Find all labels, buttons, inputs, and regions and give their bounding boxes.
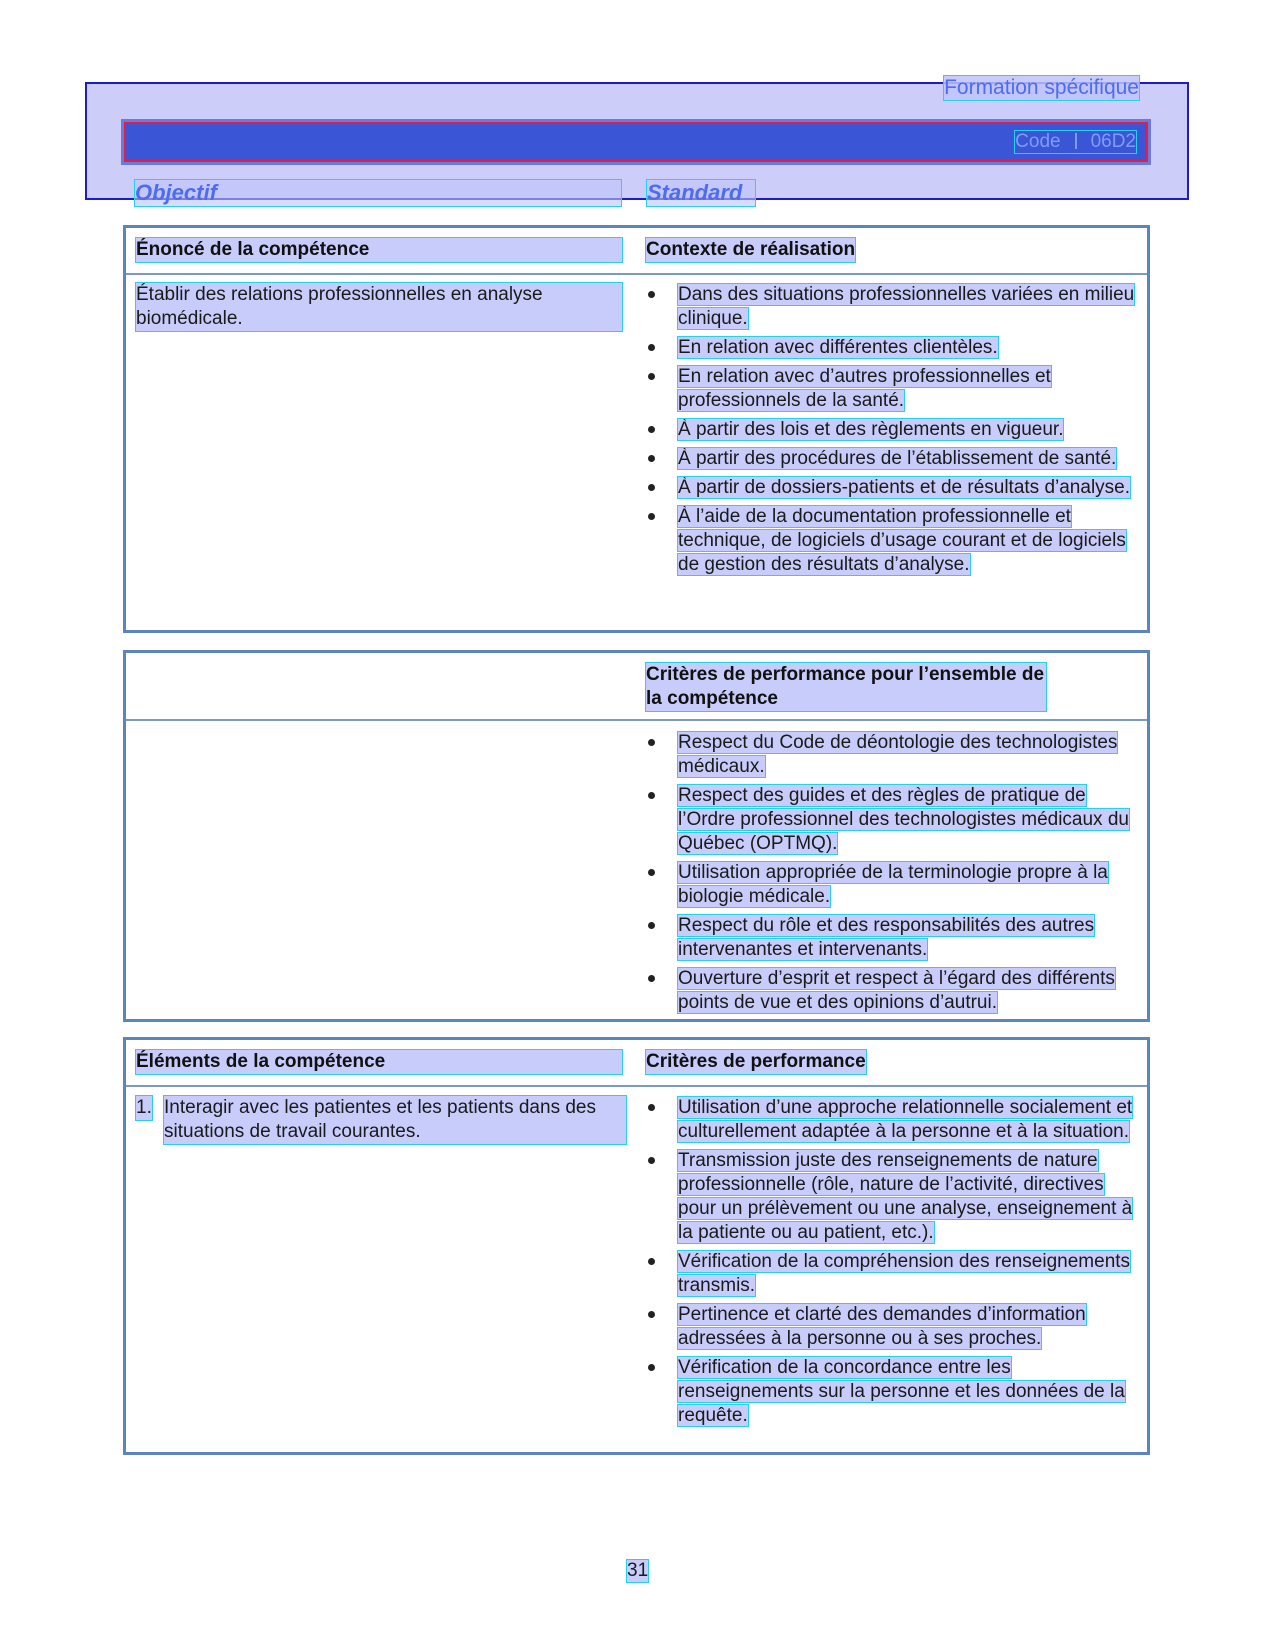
- critere-item: [646, 1303, 1137, 1351]
- criteres-list: [646, 1096, 1137, 1433]
- contexte-item: [646, 476, 1137, 500]
- contexte-header: Contexte de réalisation: [646, 239, 856, 260]
- bullet-icon: [648, 484, 655, 491]
- elements-table: [123, 1037, 1150, 1455]
- performance-overall-text: Respect du rôle et des responsabilités des autres intervenantes et intervenants.: [678, 915, 1095, 960]
- code-value: 06D2: [1090, 131, 1136, 152]
- contexte-text: À l’aide de la documentation professionnelle et technique, de logiciels d’usage courant et de logiciels de gestion des résultats d’analyse.: [678, 506, 1126, 575]
- code-label: [1015, 131, 1136, 153]
- element-item: [136, 1096, 626, 1144]
- bullet-icon: [648, 344, 655, 351]
- elements-table-header: [126, 1040, 1147, 1087]
- page-number: 31: [627, 1560, 649, 1581]
- competence-table-header: [126, 228, 1147, 275]
- critere-item: [646, 1096, 1137, 1144]
- elements-header: Éléments de la compétence: [136, 1050, 622, 1074]
- performance-overall-text: Utilisation appropriée de la terminologie propre à la biologie médicale.: [678, 862, 1108, 907]
- element-text: Interagir avec les patientes et les patients dans des situations de travail courantes.: [164, 1096, 626, 1144]
- critere-item: [646, 1356, 1137, 1428]
- bullet-icon: [648, 1364, 655, 1371]
- bullet-icon: [648, 426, 655, 433]
- bullet-icon: [648, 922, 655, 929]
- performance-overall-header: [126, 653, 1147, 721]
- performance-overall-text: Respect des guides et des règles de pratique de l’Ordre professionnel des technologistes médicaux du Québec (OPTMQ).: [678, 785, 1129, 854]
- bullet-icon: [648, 869, 655, 876]
- element-number: 1.: [136, 1097, 152, 1118]
- critere-text: Pertinence et clarté des demandes d’information adressées à la personne ou à ses proches.: [678, 1304, 1086, 1349]
- bullet-icon: [648, 373, 655, 380]
- performance-overall-list: [646, 731, 1137, 1020]
- contexte-item: [646, 447, 1137, 471]
- performance-overall-item: [646, 861, 1137, 909]
- header-band: [85, 76, 1189, 205]
- contexte-item: [646, 418, 1137, 442]
- criteres-header: Critères de performance: [646, 1051, 866, 1072]
- critere-text: Utilisation d’une approche relationnelle socialement et culturellement adaptée à la personne et à la situation.: [678, 1097, 1133, 1142]
- contexte-text: Dans des situations professionnelles variées en milieu clinique.: [678, 284, 1135, 329]
- contexte-text: En relation avec différentes clientèles.: [678, 337, 998, 358]
- bullet-icon: [648, 739, 655, 746]
- performance-overall-table: [123, 650, 1150, 1022]
- performance-overall-item: [646, 914, 1137, 962]
- contexte-text: À partir des procédures de l’établissement de santé.: [678, 448, 1117, 469]
- enonce-header: Énoncé de la compétence: [136, 238, 622, 262]
- contexte-list: [646, 283, 1137, 582]
- bullet-icon: [648, 1157, 655, 1164]
- bullet-icon: [648, 975, 655, 982]
- performance-overall-text: Ouverture d’esprit et respect à l’égard des différents points de vue et des opinions d’autrui.: [678, 968, 1115, 1013]
- competence-table: [123, 225, 1150, 633]
- contexte-item: [646, 336, 1137, 360]
- critere-text: Vérification de la compréhension des renseignements transmis.: [678, 1251, 1131, 1296]
- contexte-text: À partir des lois et des règlements en vigueur.: [678, 419, 1064, 440]
- performance-overall-item: [646, 967, 1137, 1015]
- bullet-icon: [648, 513, 655, 520]
- bullet-icon: [648, 1104, 655, 1111]
- objectif-heading: Objectif: [135, 180, 621, 206]
- critere-item: [646, 1149, 1137, 1245]
- critere-item: [646, 1250, 1137, 1298]
- performance-overall-item: [646, 784, 1137, 856]
- code-bar: [124, 122, 1148, 162]
- critere-text: Vérification de la concordance entre les renseignements sur la personne et les données de la requête.: [678, 1357, 1125, 1426]
- bullet-icon: [648, 1311, 655, 1318]
- bullet-icon: [648, 1258, 655, 1265]
- standard-heading: Standard: [647, 180, 755, 206]
- bullet-icon: [648, 455, 655, 462]
- code-separator: [1075, 133, 1077, 149]
- code-text: Code: [1015, 131, 1061, 152]
- contexte-text: En relation avec d’autres professionnelles et professionnels de la santé.: [678, 366, 1051, 411]
- performance-overall-text: Respect du Code de déontologie des technologistes médicaux.: [678, 732, 1118, 777]
- bullet-icon: [648, 291, 655, 298]
- contexte-text: À partir de dossiers-patients et de résultats d’analyse.: [678, 477, 1131, 498]
- critere-text: Transmission juste des renseignements de nature professionnelle (rôle, nature de l’activité, directives pour un prélèvement ou une analyse, enseignement à la patiente ou au patient, etc.).: [678, 1150, 1133, 1243]
- performance-overall-item: [646, 731, 1137, 779]
- competence-statement: Établir des relations professionnelles en analyse biomédicale.: [136, 283, 622, 331]
- contexte-item: [646, 505, 1137, 577]
- formation-label: Formation spécifique: [944, 76, 1139, 99]
- performance-overall-heading: Critères de performance pour l’ensemble de la compétence: [646, 664, 1045, 709]
- contexte-item: [646, 365, 1137, 413]
- bullet-icon: [648, 792, 655, 799]
- contexte-item: [646, 283, 1137, 331]
